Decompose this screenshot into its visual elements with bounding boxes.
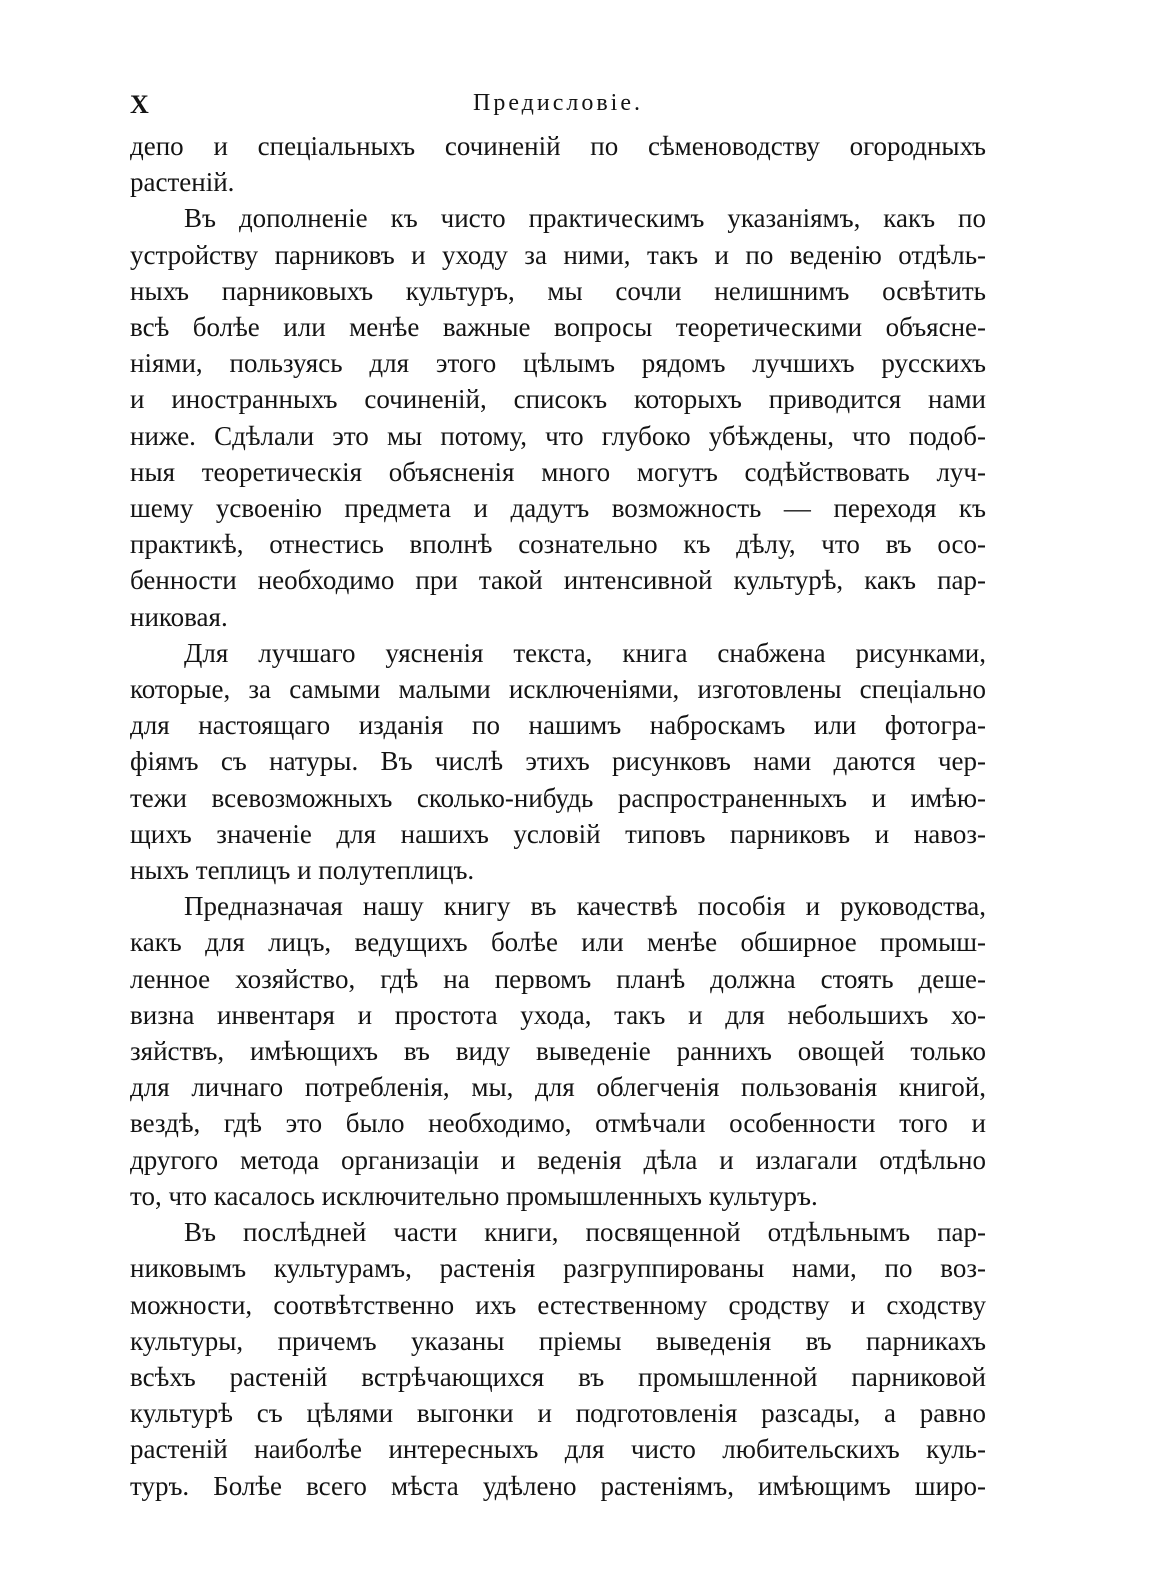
text-line: ныхъ теплицъ и полутеплицъ. <box>130 855 475 886</box>
text-line: никовая. <box>130 601 228 632</box>
text-line: практикѣ, отнестись вполнѣ сознательно къ дѣлу, что въ осо- <box>130 529 986 560</box>
text-line: для личнаго потребленія, мы, для облегченія пользованія книгой, <box>130 1072 986 1103</box>
text-line: фіямъ съ натуры. Въ числѣ этихъ рисунковъ нами даются чер- <box>130 746 986 777</box>
text-line: устройству парниковъ и уходу за ними, такъ и по веденію отдѣль- <box>130 239 986 270</box>
text-line: депо и спеціальныхъ сочиненій по сѣменоводству огородныхъ <box>130 131 986 161</box>
text-line: ніями, пользуясь для этого цѣлымъ рядомъ лучшихъ русскихъ <box>130 348 986 379</box>
text-line: другого метода организаціи и веденія дѣла и излагали отдѣльно <box>130 1144 986 1175</box>
text-line: всѣ болѣе или менѣе важные вопросы теоретическими объясне- <box>130 312 986 343</box>
text-line: для настоящаго изданія по нашимъ наброскамъ или фотогра- <box>130 710 986 741</box>
text-line: визна инвентаря и простота ухода, такъ и для небольшихъ хо- <box>130 999 986 1030</box>
text-line: которые, за самыми малыми исключеніями, изготовлены спеціально <box>130 674 986 705</box>
page-number: X <box>130 90 149 119</box>
text-line: и иностранныхъ сочиненій, списокъ которыхъ приводится нами <box>130 384 986 415</box>
text-line: ниже. Сдѣлали это мы потому, что глубоко убѣждены, что подоб- <box>130 420 986 451</box>
text-line: ныхъ парниковыхъ культуръ, мы сочли нелишнимъ освѣтить <box>130 275 986 306</box>
text-line: растеній. <box>130 167 235 198</box>
text-line: никовымъ культурамъ, растенія разгруппированы нами, по воз- <box>130 1253 986 1284</box>
text-line: Въ послѣдней части книги, посвященной отдѣльнымъ пар- <box>184 1217 986 1248</box>
book-page <box>130 88 986 1504</box>
body-text <box>130 128 986 1504</box>
paragraph-1 <box>130 128 986 200</box>
paragraph-4 <box>130 888 986 1214</box>
text-line: бенности необходимо при такой интенсивной культурѣ, какъ пар- <box>130 565 986 596</box>
text-line: ныя теоретическія объясненія много могутъ содѣйствовать луч- <box>130 456 986 487</box>
text-line: Въ дополненіе къ чисто практическимъ указаніямъ, какъ по <box>184 203 986 234</box>
paragraph-5 <box>130 1214 986 1504</box>
text-line: туръ. Болѣе всего мѣста удѣлено растеніямъ, имѣющимъ широ- <box>130 1470 986 1501</box>
text-line: растеній наиболѣе интересныхъ для чисто любительскихъ куль- <box>130 1434 986 1465</box>
running-title: Предисловіе. <box>472 90 643 116</box>
paragraph-2 <box>130 200 986 634</box>
text-line: культуры, причемъ указаны пріемы выведенія въ парникахъ <box>130 1325 986 1356</box>
text-line: можности, соотвѣтственно ихъ естественному сродству и сходству <box>130 1289 986 1320</box>
text-line: ленное хозяйство, гдѣ на первомъ планѣ должна стоять деше- <box>130 963 986 994</box>
text-line: зяйствъ, имѣющихъ въ виду выведеніе раннихъ овощей только <box>130 1036 986 1067</box>
text-line: вездѣ, гдѣ это было необходимо, отмѣчали особенности того и <box>130 1108 986 1139</box>
text-line: то, что касалось исключительно промышленныхъ культуръ. <box>130 1180 818 1211</box>
text-line: тежи всевозможныхъ сколько-нибудь распространенныхъ и имѣю- <box>130 782 986 813</box>
text-line: какъ для лицъ, ведущихъ болѣе или менѣе обширное промыш- <box>130 927 986 958</box>
text-line: щихъ значеніе для нашихъ условій типовъ парниковъ и навоз- <box>130 818 986 849</box>
running-head <box>130 88 986 128</box>
text-line: Предназначая нашу книгу въ качествѣ пособія и руководства, <box>184 891 986 922</box>
text-line: всѣхъ растеній встрѣчающихся въ промышленной парниковой <box>130 1361 986 1392</box>
text-line: культурѣ съ цѣлями выгонки и подготовленія разсады, а равно <box>130 1398 986 1429</box>
text-line: шему усвоенію предмета и дадутъ возможность — переходя къ <box>130 493 986 524</box>
text-line: Для лучшаго уясненія текста, книга снабжена рисунками, <box>184 637 986 668</box>
paragraph-3 <box>130 635 986 888</box>
